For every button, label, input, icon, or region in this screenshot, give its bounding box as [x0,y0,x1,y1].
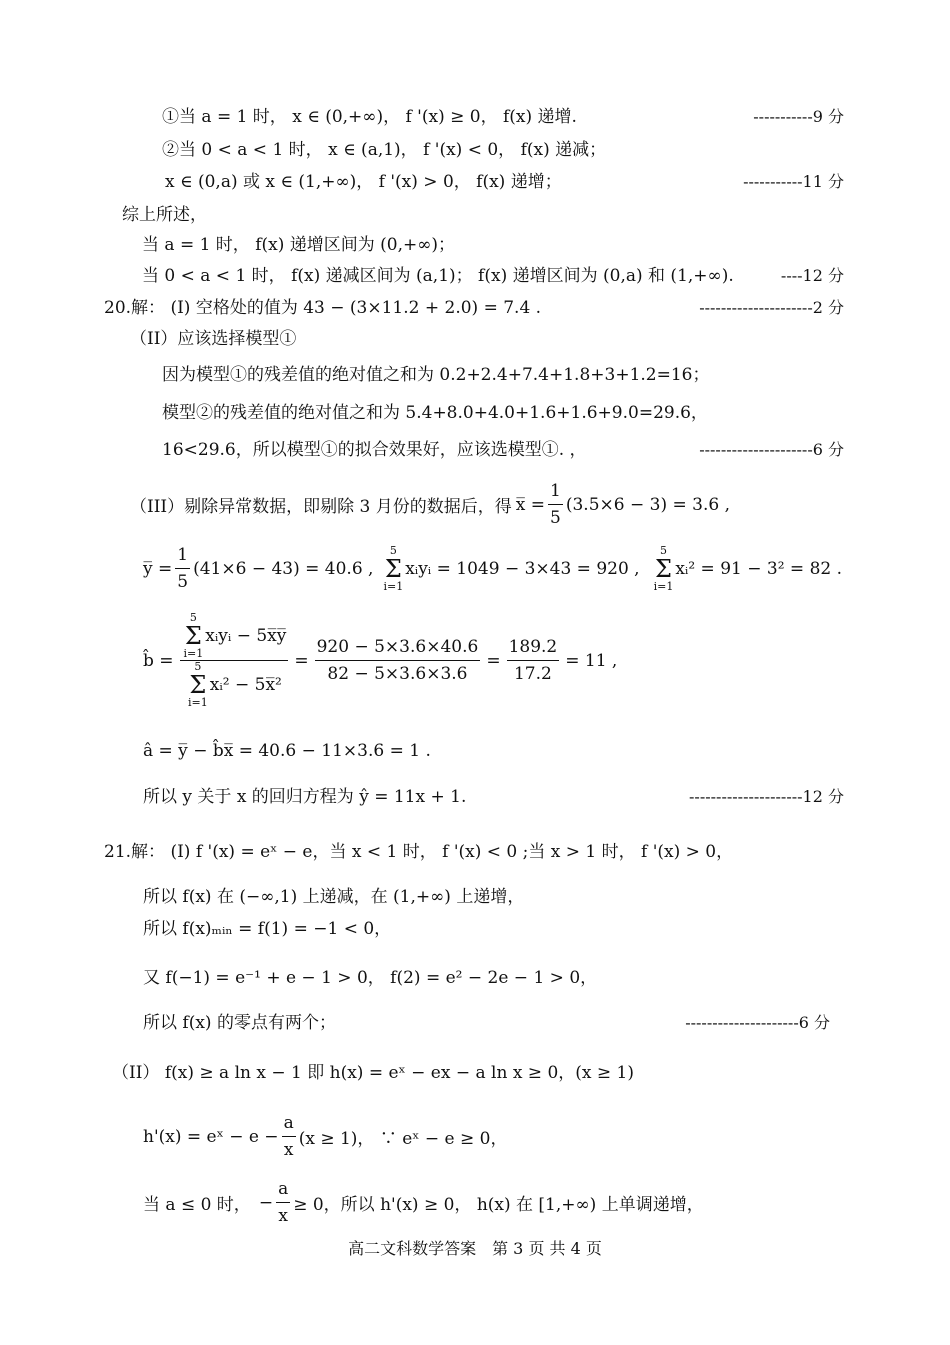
bhat-fraction-reduced [507,634,560,687]
a-num: a [282,1110,296,1137]
a-over-x-fraction [282,1110,296,1163]
xbar-num: 1 [548,478,563,505]
values-line: 又 f(−1) = e⁻¹ + e − 1 > 0， f(2) = e² − 2e − 1 > 0， [143,968,598,988]
sum-bottom: i=1 [183,647,204,660]
bhat-fraction-formula [180,612,289,709]
case-increasing-intervals: x ∈ (0,a) 或 x ∈ (1,+∞)， f '(x) > 0， f(x) 递增； [165,172,562,192]
ybar-num: 1 [175,542,190,569]
minus-sign: − [258,1192,274,1213]
sum-top: 5 [194,660,202,673]
problem-20-part-1: 20.解： (I) 空格处的值为 43 − (3×11.2 + 2.0) = 7.4 . [104,298,542,318]
sigma-icon: Σ [189,671,207,699]
problem-21-part-2: （II） f(x) ≥ a ln x − 1 即 h(x) = eˣ − ex − a ln x ≥ 0，(x ≥ 1) [112,1063,634,1083]
ybar-fraction [175,542,190,595]
problem-20-part-2-heading: （II）应该选择模型① [130,329,297,349]
problem-21-part-1: 21.解： (I) f '(x) = eˣ − e，当 x < 1 时， f '(x) < 0 ;当 x > 1 时， f '(x) > 0， [104,842,734,862]
xbar-expression: (3.5×6 − 3) = 3.6 , [565,494,730,515]
zeros-conclusion: 所以 f(x) 的零点有两个； [143,1013,336,1033]
score-11: -----------11 分 [743,172,844,191]
neg-a-over-x-fraction [276,1176,290,1229]
score-6a: ---------------------6 分 [699,440,844,459]
sum-bottom: i=1 [653,579,674,593]
sum-top: 5 [389,543,397,557]
bhat-fraction-numeric [315,634,481,687]
sum-xy-expression: xᵢyᵢ = 1049 − 3×43 = 920 , [405,558,640,579]
a-num: a [276,1176,290,1203]
bhat-result: = 11 , [565,650,618,671]
sum-top: 5 [659,543,667,557]
bhat-numeric-den: 82 − 5×3.6×3.6 [327,664,468,684]
score-12b: ---------------------12 分 [689,787,844,806]
model-choice-conclusion: 16<29.6，所以模型①的拟合效果好，应该选模型①. ， [162,440,587,460]
ybar-den: 5 [177,572,189,592]
x-den: x [283,1140,294,1160]
sum-bottom: i=1 [383,579,404,593]
part-3-intro: （III）剔除异常数据，即剔除 3 月份的数据后，得 [130,497,512,517]
sum-sigma [184,612,204,660]
case-a-nonpositive-intro: 当 a ≤ 0 时， [143,1195,251,1215]
bhat-label: b̂ = [143,650,174,671]
summary-a-1: 当 a = 1 时， f(x) 递增区间为 (0,+∞)； [142,235,456,255]
bhat-reduced-den: 17.2 [513,664,552,684]
ybar-label: y̅ = [143,558,173,579]
bhat-denominator-expr: xᵢ² − 5x̅² [209,675,282,695]
ybar-expression: (41×6 − 43) = 40.6 , [193,558,374,579]
xbar-den: 5 [550,508,561,528]
sigma-icon: Σ [184,622,202,650]
score-2: ---------------------2 分 [699,298,844,317]
page-footer: 高二文科数学答案 第 3 页 共 4 页 [348,1239,602,1258]
bhat-line: b̂ = 5 Σ i=1 xᵢyᵢ − 5x̅y̅ 5 Σ i=1 xᵢ² − 5x̅² = $\frac{920 - 5\times 3.6\times 40.6}{82 - 5\times 3.6\times 3.6}$ = $\frac{189.2}{17.2}$ = 11 , [143,611,618,709]
summary-a-0-1: 当 0 < a < 1 时， f(x) 递减区间为 (a,1)； f(x) 递增区间为 (0,a) 和 (1,+∞). [142,266,734,286]
summary-heading: 综上所述， [122,205,207,225]
minimum-line: 所以 f(x)ₘᵢₙ = f(1) = −1 < 0， [143,919,392,939]
xbar-label: x̅ = [515,494,546,515]
model-1-residual-sum: 因为模型①的残差值的绝对值之和为 0.2+2.4+7.4+1.8+3+1.2=16； [162,365,710,385]
model-2-residual-sum: 模型②的残差值的绝对值之和为 5.4+8.0+4.0+1.6+1.6+9.0=29.6， [162,403,708,423]
hprime-condition: (x ≥ 1)， ∵ eˣ − e ≥ 0， [298,1129,508,1149]
score-9: -----------9 分 [753,107,844,126]
case-a-nonpositive-line [143,1176,704,1229]
case-a-nonpositive-conclusion: ≥ 0，所以 h'(x) ≥ 0， h(x) 在 [1,+∞) 上单调递增， [293,1195,704,1215]
score-6b: ---------------------6 分 [685,1013,830,1032]
hprime-line [143,1110,507,1163]
bhat-numeric-num: 920 − 5×3.6×40.6 [315,634,481,661]
sum-xy-sigma [383,545,403,593]
bhat-reduced-num: 189.2 [507,634,560,661]
sum-bottom: i=1 [188,696,208,709]
regression-equation: 所以 y 关于 x 的回归方程为 ŷ = 11x + 1. [143,787,467,807]
ahat-line: â = y̅ − b̂x̅ = 40.6 − 11×3.6 = 1 . [143,741,431,761]
part-3-xbar-line [130,478,730,531]
x-den: x [278,1206,288,1226]
sigma-icon: Σ [384,554,402,583]
sum-sigma [188,661,208,709]
xbar-fraction [548,478,563,531]
sum-xx-sigma [654,545,674,593]
sum-xx-expression: xᵢ² = 91 − 3² = 82 . [675,558,843,579]
sum-top: 5 [189,611,197,624]
ybar-sums-line [143,542,842,595]
sigma-icon: Σ [654,554,672,583]
hprime-label: h'(x) = eˣ − e − [143,1126,279,1147]
bhat-numerator-expr: xᵢyᵢ − 5x̅y̅ [205,626,287,646]
monotonicity-line: 所以 f(x) 在 (−∞,1) 上递减，在 (1,+∞) 上递增， [143,887,525,907]
case-a-equals-1: ①当 a = 1 时， x ∈ (0,+∞)， f '(x) ≥ 0， f(x) 递增. [162,107,577,127]
case-a-between-0-1: ②当 0 < a < 1 时， x ∈ (a,1)， f '(x) < 0， f(x) 递减； [162,140,607,160]
score-12a: ----12 分 [780,266,844,285]
